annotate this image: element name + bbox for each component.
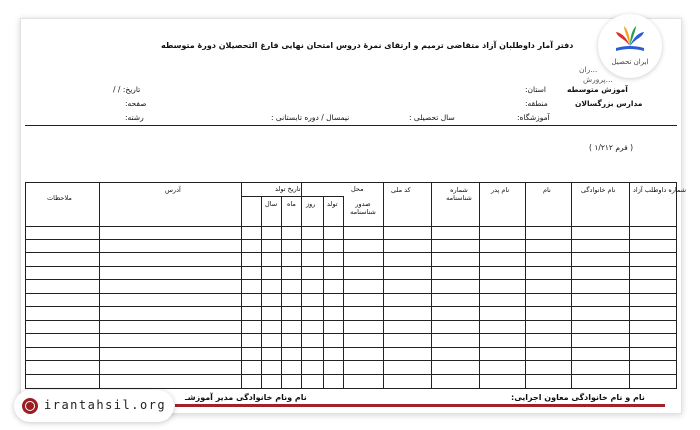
irantahsil-logo bbox=[598, 14, 662, 78]
header-applicant-no: شماره داوطلب آزاد bbox=[633, 186, 687, 194]
table-header-divider bbox=[25, 226, 677, 227]
header-place-issue: صدور شناسنامه bbox=[350, 200, 376, 216]
row-line bbox=[25, 360, 677, 361]
header-national-code: کد ملی bbox=[391, 186, 411, 194]
row-line bbox=[25, 374, 677, 375]
header-birth-date: تاریخ تولد bbox=[275, 185, 301, 193]
col-line bbox=[431, 182, 432, 389]
document-title: دفتر آمار داوطلبان آزاد متقاضی ترمیم و ارتقای نمرهٔ دروس امتحان نهایی فارغ التحصیلان دورهٔ متوسطه bbox=[161, 41, 574, 50]
col-line bbox=[571, 182, 572, 389]
deputy-signature-label: نام و نام خانوادگی معاون اجرایی: bbox=[511, 393, 645, 402]
header-name: نام bbox=[543, 186, 551, 194]
region-label: منطقه: bbox=[525, 99, 548, 108]
records-table bbox=[25, 182, 687, 389]
stamp-line-2: ...پرورش bbox=[583, 75, 613, 84]
table-bottom-border bbox=[25, 388, 677, 389]
col-line bbox=[629, 182, 630, 389]
header-day: روز bbox=[306, 200, 316, 208]
header-id-no: شماره شناسنامه bbox=[446, 186, 472, 202]
header-divider bbox=[25, 125, 677, 126]
form-code: ( فرم ۱/۲۱۲ ) bbox=[589, 143, 634, 152]
col-line bbox=[301, 182, 302, 389]
school-name: مدارس بزرگسالان bbox=[575, 99, 643, 108]
globe-icon bbox=[22, 398, 38, 414]
row-line bbox=[25, 333, 677, 334]
academic-year-label: سال تحصیلی : bbox=[409, 113, 455, 122]
header-father-name: نام پدر bbox=[491, 186, 510, 194]
table-top-border bbox=[25, 182, 677, 183]
row-line bbox=[25, 293, 677, 294]
logo-text: ایران تحصیل bbox=[611, 58, 649, 66]
page-label: صفحه: bbox=[125, 99, 147, 108]
watermark-url: irantahsil.org bbox=[44, 398, 167, 412]
school-label: آموزشگاه: bbox=[517, 113, 550, 122]
col-line bbox=[479, 182, 480, 389]
col-line bbox=[383, 182, 384, 389]
book-leaves-icon bbox=[612, 24, 648, 54]
header-month: ماه bbox=[287, 200, 296, 208]
stamp-line-1: ...ران bbox=[579, 65, 598, 74]
row-line bbox=[25, 306, 677, 307]
col-line bbox=[25, 182, 26, 389]
header-notes: ملاحظات bbox=[47, 194, 72, 202]
form-sheet bbox=[20, 18, 687, 414]
footer-accent-bar bbox=[175, 404, 665, 407]
subheader-line-dates bbox=[241, 196, 343, 197]
principal-signature-label: نام ونام خانوادگی مدیر آموزشـ bbox=[185, 393, 307, 402]
header-place: محل bbox=[351, 185, 364, 193]
col-line bbox=[676, 182, 677, 389]
row-line bbox=[25, 266, 677, 267]
date-label: تاریخ: / / bbox=[113, 85, 141, 94]
header-year: سال bbox=[265, 200, 278, 208]
header-address: آدرس bbox=[165, 186, 181, 194]
col-line bbox=[525, 182, 526, 389]
row-line bbox=[25, 320, 677, 321]
province-label: استان: bbox=[525, 85, 546, 94]
row-line bbox=[25, 279, 677, 280]
col-line bbox=[241, 182, 242, 389]
header-place-birth: تولد bbox=[327, 200, 338, 208]
row-line bbox=[25, 239, 677, 240]
field-of-study-label: رشته: bbox=[125, 113, 144, 122]
row-line bbox=[25, 347, 677, 348]
row-line bbox=[25, 252, 677, 253]
term-label: نیمسال / دوره تابستانی : bbox=[271, 113, 350, 122]
header-surname: نام خانوادگی bbox=[581, 186, 616, 194]
col-line bbox=[99, 182, 100, 389]
stamp-line-3: آموزش متوسطه bbox=[567, 85, 628, 94]
watermark-badge[interactable] bbox=[14, 390, 174, 422]
